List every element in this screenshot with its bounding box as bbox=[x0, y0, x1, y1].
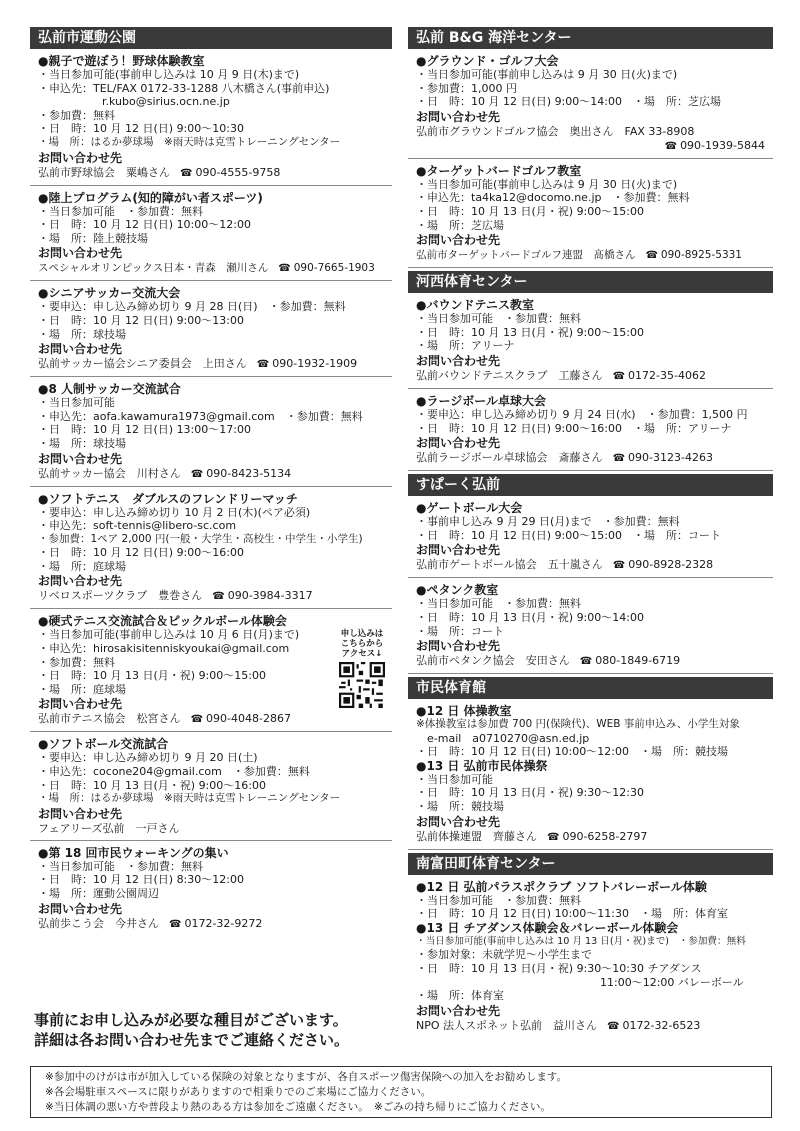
contact-name: NPO 法人スポネット弘前 益川さん bbox=[416, 1018, 598, 1032]
event-line: ・参加対象：未就学児～小学生まで bbox=[416, 948, 592, 962]
contact-phone: 080-1849-6719 bbox=[595, 654, 681, 668]
event-title: ●12 日 体操教室 bbox=[416, 704, 512, 719]
event-line: ・日 時：10 月 13 日(月・祝) 9:00～15:00 bbox=[38, 669, 266, 683]
event-title: ●ペタンク教室 bbox=[416, 583, 499, 598]
phone-icon: ☎ bbox=[169, 918, 182, 930]
event-line: ・場 所：アリーナ bbox=[416, 339, 515, 353]
contact-heading: お問い合わせ先 bbox=[416, 543, 501, 558]
contact-name: 弘前歩こう会 今井さん bbox=[38, 916, 159, 930]
contact-heading: お問い合わせ先 bbox=[38, 150, 123, 165]
contact-phone: 0172-32-6523 bbox=[622, 1018, 701, 1032]
contact-heading: お問い合わせ先 bbox=[38, 697, 123, 712]
contact-phone: 090-6258-2797 bbox=[562, 829, 648, 843]
contact-name: 弘前市野球協会 粟嶋さん bbox=[38, 165, 170, 179]
event-title: ●第 18 回市民ウォーキングの集い bbox=[38, 845, 229, 860]
phone-icon: ☎ bbox=[579, 656, 593, 668]
contact-line bbox=[416, 139, 773, 154]
contact-line bbox=[38, 917, 392, 932]
section-header: 市民体育館 bbox=[408, 677, 773, 699]
phone-icon: ☎ bbox=[256, 359, 270, 371]
event-title: ●陸上プログラム(知的障がい者スポーツ) bbox=[38, 190, 263, 205]
event-line: ・当日参加可能 ・参加費：無料 bbox=[38, 204, 203, 218]
contact-heading: お問い合わせ先 bbox=[416, 436, 501, 451]
section-header: 弘前 B&G 海洋センター bbox=[408, 27, 773, 49]
event-title: ●グラウンド・ゴルフ大会 bbox=[416, 54, 559, 68]
event-title: ●ソフトテニス ダブルスのフレンドリーマッチ bbox=[38, 491, 298, 506]
contact-heading: お問い合わせ先 bbox=[416, 639, 501, 654]
contact-phone: 0172-35-4062 bbox=[628, 368, 706, 382]
event-gateball bbox=[408, 496, 773, 578]
contact-line bbox=[416, 1019, 773, 1034]
contact-phone: 090-1932-1909 bbox=[272, 357, 358, 371]
contact-phone: 090-8423-5134 bbox=[206, 466, 292, 480]
event-line: ・当日参加可能(事前申し込みは 10 月 6 日(月)まで) bbox=[38, 628, 300, 642]
event-line: ※体操教室は参加費 700 円(保険代)、WEB 事前申込み、小学生対象 bbox=[416, 718, 740, 731]
event-title: ●ラージボール卓球大会 bbox=[416, 393, 546, 408]
event-target-bird-golf bbox=[408, 159, 773, 268]
event-line: ・要申込：申し込み締め切り 9 月 24 日(水) ・参加費：1,500 円 bbox=[416, 407, 748, 421]
contact-heading: お問い合わせ先 bbox=[416, 1003, 501, 1018]
event-title: ●硬式テニス交流試合＆ピックルボール体験会 bbox=[38, 614, 287, 629]
phone-icon: ☎ bbox=[612, 370, 626, 382]
event-title: ●ターゲットバードゴルフ教室 bbox=[416, 163, 582, 178]
phone-icon: ☎ bbox=[180, 167, 193, 179]
contact-heading: お問い合わせ先 bbox=[38, 806, 123, 821]
contact-name: スペシャルオリンピックス日本・青森 瀬川さん bbox=[38, 262, 269, 275]
contact-phone: 090-4048-2867 bbox=[206, 712, 291, 726]
event-volleyball bbox=[408, 875, 773, 1038]
event-line: ・当日参加可能 ・参加費：無料 bbox=[38, 859, 203, 873]
event-title: ●バウンドテニス教室 bbox=[416, 298, 534, 313]
event-line: ・当日参加可能 ・参加費：無料 bbox=[416, 312, 581, 326]
contact-phone: 090-8928-2328 bbox=[628, 558, 714, 572]
contact-name: 弘前バウンドテニスクラブ 工藤さん bbox=[416, 368, 603, 382]
event-line: ・当日参加可能(事前申し込みは 10 月 13 日(月・祝)まで) ・参加費：無料 bbox=[416, 935, 746, 947]
event-line: ・場 所：コート bbox=[416, 624, 504, 638]
event-line: ・日 時：10 月 12 日(日) 13:00～17:00 bbox=[38, 423, 251, 437]
contact-line bbox=[416, 558, 773, 573]
phone-icon: ☎ bbox=[612, 453, 626, 465]
contact-line bbox=[38, 467, 392, 482]
contact-name: 弘前市ターゲットバードゴルフ連盟 髙橋さん bbox=[416, 249, 636, 262]
event-line: ・日 時：10 月 12 日(日) 9:00～13:00 bbox=[38, 313, 244, 327]
event-title: ●12 日 弘前パラスポクラブ ソフトバレーボール体験 bbox=[416, 879, 707, 894]
event-baseball bbox=[30, 49, 392, 186]
contact-phone: 090-7665-1903 bbox=[293, 262, 375, 275]
contact-phone: 090-8925-5331 bbox=[660, 249, 742, 262]
contact-heading: お問い合わせ先 bbox=[38, 342, 123, 357]
event-title: ●8 人制サッカー交流試合 bbox=[38, 382, 181, 397]
event-line: ・場 所：体育室 bbox=[416, 989, 504, 1003]
event-large-ball bbox=[408, 389, 773, 471]
contact-name: 弘前ラージボール卓球協会 斎藤さん bbox=[416, 451, 603, 465]
event-line: ・日 時：10 月 12 日(日) 9:00～16:00 bbox=[38, 546, 244, 560]
event-senior-soccer bbox=[30, 281, 392, 377]
contact-phone: 090-3123-4263 bbox=[628, 451, 713, 465]
event-line: ・要申込：申し込み締め切り 10 月 2 日(木)(ペア必須) bbox=[38, 505, 311, 519]
event-line: ・場 所：はるか夢球場 ※雨天時は克雪トレーニングセンター bbox=[38, 792, 341, 805]
qr-code-icon[interactable] bbox=[339, 662, 385, 708]
footer-line: ※各会場駐車スペースに限りがありますので相乗りでのご来場にご協力ください。 bbox=[45, 1086, 432, 1098]
contact-line bbox=[38, 589, 392, 604]
contact-heading: お問い合わせ先 bbox=[416, 109, 501, 124]
footer-line: ※参加中のけがは市が加入している保険の対象となりますが、各自スポーツ傷害保険への加入をお勧めします。 bbox=[45, 1071, 568, 1083]
phone-icon: ☎ bbox=[190, 714, 204, 726]
contact-line bbox=[416, 369, 773, 384]
event-line: ・当日参加可能(事前申し込みは 10 月 9 日(木)まで) bbox=[38, 68, 300, 81]
phone-icon: ☎ bbox=[212, 591, 225, 603]
event-line: ・申込先：TEL/FAX 0172-33-1288 八木橋さん(事前申込) bbox=[38, 81, 330, 95]
event-title: ●13 日 チアダンス体験会＆バレーボール体験会 bbox=[416, 920, 679, 935]
contact-line bbox=[416, 248, 773, 263]
event-line: ・当日参加可能 bbox=[38, 396, 115, 410]
event-line: ・場 所：運動公園周辺 bbox=[38, 887, 159, 900]
contact-name: フェアリーズ弘前 一戸さん bbox=[38, 821, 180, 835]
event-line: ・日 時：10 月 12 日(日) 10:00～12:00 bbox=[38, 218, 251, 232]
event-line: ・場 所：球技場 bbox=[38, 327, 126, 341]
contact-phone: 0172-32-9272 bbox=[184, 916, 263, 930]
event-line: ・日 時：10 月 13 日(月・祝) 9:00～15:00 bbox=[416, 204, 644, 218]
event-line: ・申込先：aofa.kawamura1973@gmail.com ・参加費：無料 bbox=[38, 409, 363, 423]
event-line: ・申込先：ta4ka12@docomo.ne.jp ・参加費：無料 bbox=[416, 191, 690, 205]
event-line: ・申込先：soft-tennis@libero-sc.com bbox=[38, 519, 237, 533]
phone-icon: ☎ bbox=[645, 250, 658, 262]
contact-name: 弘前市ゲートボール協会 五十嵐さん bbox=[416, 558, 603, 572]
event-line: ・要申込：申し込み締め切り 9 月 20 日(土) bbox=[38, 751, 258, 765]
event-line: ・参加費：無料 bbox=[38, 108, 115, 122]
phone-icon: ☎ bbox=[664, 140, 678, 152]
event-petanque bbox=[408, 578, 773, 674]
event-line: ・参加費：1,000 円 bbox=[416, 81, 517, 95]
event-line: ・日 時：10 月 13 日(月・祝) 9:00～15:00 bbox=[416, 325, 644, 339]
event-walking bbox=[30, 841, 392, 936]
contact-line bbox=[38, 822, 392, 836]
phone-icon: ☎ bbox=[547, 831, 560, 843]
phone-icon: ☎ bbox=[607, 1020, 620, 1032]
event-line: ・当日参加可能 bbox=[416, 772, 493, 786]
event-line: ・日 時：10 月 12 日(日) 9:00～10:30 bbox=[38, 122, 244, 136]
event-line: ・場 所：陸上競技場 bbox=[38, 231, 148, 245]
event-title: ●13 日 弘前市民体操祭 bbox=[416, 758, 548, 773]
advance-registration-notice bbox=[34, 1010, 394, 1050]
event-athletics bbox=[30, 186, 392, 282]
contact-line bbox=[38, 261, 392, 276]
contact-heading: お問い合わせ先 bbox=[38, 246, 123, 261]
left-column bbox=[30, 27, 392, 936]
event-line: ・申込先：hirosakisitenniskyoukai@gmail.com bbox=[38, 642, 290, 656]
contact-name: リベロスポーツクラブ 豊巻さん bbox=[38, 589, 203, 603]
event-email[interactable]: e-mail a0710270@asn.ed.jp bbox=[416, 731, 590, 745]
section-header: 南富田町体育センター bbox=[408, 853, 773, 875]
contact-line bbox=[38, 712, 392, 727]
event-bound-tennis bbox=[408, 293, 773, 389]
contact-heading: お問い合わせ先 bbox=[38, 574, 123, 589]
event-line: ・当日参加可能(事前申し込みは 9 月 30 日(火)まで) bbox=[416, 68, 678, 81]
contact-name: 弘前サッカー協会 川村さん bbox=[38, 466, 181, 480]
event-title: ●親子で遊ぼう！野球体験教室 bbox=[38, 54, 205, 68]
event-gymnastics bbox=[408, 699, 773, 850]
contact-phone: 090-4555-9758 bbox=[195, 165, 281, 179]
event-soft-tennis bbox=[30, 487, 392, 610]
event-line: ・日 時：10 月 12 日(日) 10:00～12:00 ・場 所：競技場 bbox=[416, 745, 728, 759]
event-hard-tennis bbox=[30, 609, 392, 732]
event-line: ・当日参加可能 ・参加費：無料 bbox=[416, 893, 581, 907]
event-line: ・場 所：芝広場 bbox=[416, 218, 504, 232]
contact-heading: お問い合わせ先 bbox=[416, 233, 501, 248]
footer-line: ※当日体調の悪い方や普段より熱のある方は参加をご遠慮ください。 ※ごみの持ち帰りにご協力ください。 bbox=[45, 1101, 551, 1113]
footer-notes bbox=[30, 1066, 772, 1118]
contact-phone: 090-1939-5844 bbox=[680, 138, 765, 152]
contact-heading: お問い合わせ先 bbox=[38, 901, 123, 916]
notice-line: 事前にお申し込みが必要な種目がございます。 bbox=[34, 1011, 348, 1029]
contact-line bbox=[416, 830, 773, 845]
phone-icon: ☎ bbox=[612, 560, 626, 572]
event-line: ・日 時：10 月 12 日(日) 9:00～15:00 ・場 所：コート bbox=[416, 528, 721, 542]
event-line: ・日 時：10 月 12 日(日) 8:30～12:00 bbox=[38, 873, 244, 887]
event-line: ・日 時：10 月 13 日(月・祝) 9:30～10:30 チアダンス bbox=[416, 962, 702, 976]
event-line: ・日 時：10 月 12 日(日) 9:00～16:00 ・場 所：アリーナ bbox=[416, 421, 732, 435]
event-line: ・場 所：競技場 bbox=[416, 800, 504, 814]
event-email[interactable]: r.kubo@sirius.ocn.ne.jp bbox=[102, 95, 230, 109]
contact-name: 弘前サッカー協会シニア委員会 上田さん bbox=[38, 357, 247, 371]
event-line: ・日 時：10 月 13 日(月・祝) 9:00～16:00 bbox=[38, 778, 266, 792]
phone-icon: ☎ bbox=[190, 468, 204, 480]
contact-name: 弘前市グラウンドゴルフ協会 奥出さん FAX 33-8908 bbox=[416, 124, 695, 138]
contact-phone: 090-3984-3317 bbox=[227, 589, 313, 603]
event-title: ●ソフトボール交流試合 bbox=[38, 737, 169, 752]
contact-heading: お問い合わせ先 bbox=[416, 353, 501, 368]
event-line: ・場 所：球技場 bbox=[38, 436, 126, 450]
event-line: ・日 時：10 月 12 日(日) 9:00～14:00 ・場 所：芝広場 bbox=[416, 95, 721, 109]
event-line: ・申込先：cocone204@gmail.com ・参加費：無料 bbox=[38, 765, 310, 779]
contact-line bbox=[38, 357, 392, 372]
event-line: ・日 時：10 月 13 日(月・祝) 9:30～12:30 bbox=[416, 786, 644, 800]
contact-line bbox=[416, 451, 773, 466]
event-title: ●シニアサッカー交流大会 bbox=[38, 286, 181, 301]
event-line: ・場 所：庭球場 bbox=[38, 559, 126, 573]
contact-name: 弘前体操連盟 齊藤さん bbox=[416, 829, 537, 843]
event-line: ・参加費：1ペア 2,000 円(一般・大学生・高校生・中学生・小学生) bbox=[38, 532, 363, 545]
right-column bbox=[408, 27, 773, 1038]
qr-caption: 申し込みは こちらから アクセス↓ bbox=[340, 629, 384, 660]
event-line: ・日 時：10 月 13 日(月・祝) 9:00～14:00 bbox=[416, 610, 644, 624]
contact-line bbox=[416, 654, 773, 669]
event-line: ・当日参加可能 ・参加費：無料 bbox=[416, 597, 581, 611]
event-line: ・参加費：無料 bbox=[38, 655, 115, 669]
contact-name: 弘前市ペタンク協会 安田さん bbox=[416, 654, 570, 668]
contact-name: 弘前市テニス協会 松宮さん bbox=[38, 712, 181, 726]
event-line: ・事前申し込み 9 月 29 日(月)まで ・参加費：無料 bbox=[416, 515, 680, 529]
section-header: 弘前市運動公園 bbox=[30, 27, 392, 49]
event-line: 11:00～12:00 バレーボール bbox=[600, 975, 744, 989]
event-line: ・当日参加可能(事前申し込みは 9 月 30 日(火)まで) bbox=[416, 177, 678, 191]
notice-line: 詳細は各お問い合わせ先までご連絡ください。 bbox=[34, 1031, 350, 1049]
event-8-soccer bbox=[30, 377, 392, 486]
contact-heading: お問い合わせ先 bbox=[416, 814, 501, 829]
event-ground-golf bbox=[408, 49, 773, 159]
section-header: 河西体育センター bbox=[408, 271, 773, 293]
event-line: ・要申込：申し込み締め切り 9 月 28 日(日) ・参加費：無料 bbox=[38, 300, 346, 314]
contact-line bbox=[38, 166, 392, 181]
event-line: ・場 所：はるか夢球場 ※雨天時は克雪トレーニングセンター bbox=[38, 135, 341, 148]
event-line: ・場 所：庭球場 bbox=[38, 682, 126, 696]
event-softball bbox=[30, 732, 392, 840]
event-title: ●ゲートボール大会 bbox=[416, 501, 523, 516]
section-header: すぱーく弘前 bbox=[408, 474, 773, 496]
qr-block bbox=[336, 629, 388, 712]
contact-heading: お問い合わせ先 bbox=[38, 451, 123, 466]
event-line: ・日 時：10 月 12 日(日) 10:00～11:30 ・場 所：体育室 bbox=[416, 907, 728, 921]
phone-icon: ☎ bbox=[278, 263, 291, 275]
